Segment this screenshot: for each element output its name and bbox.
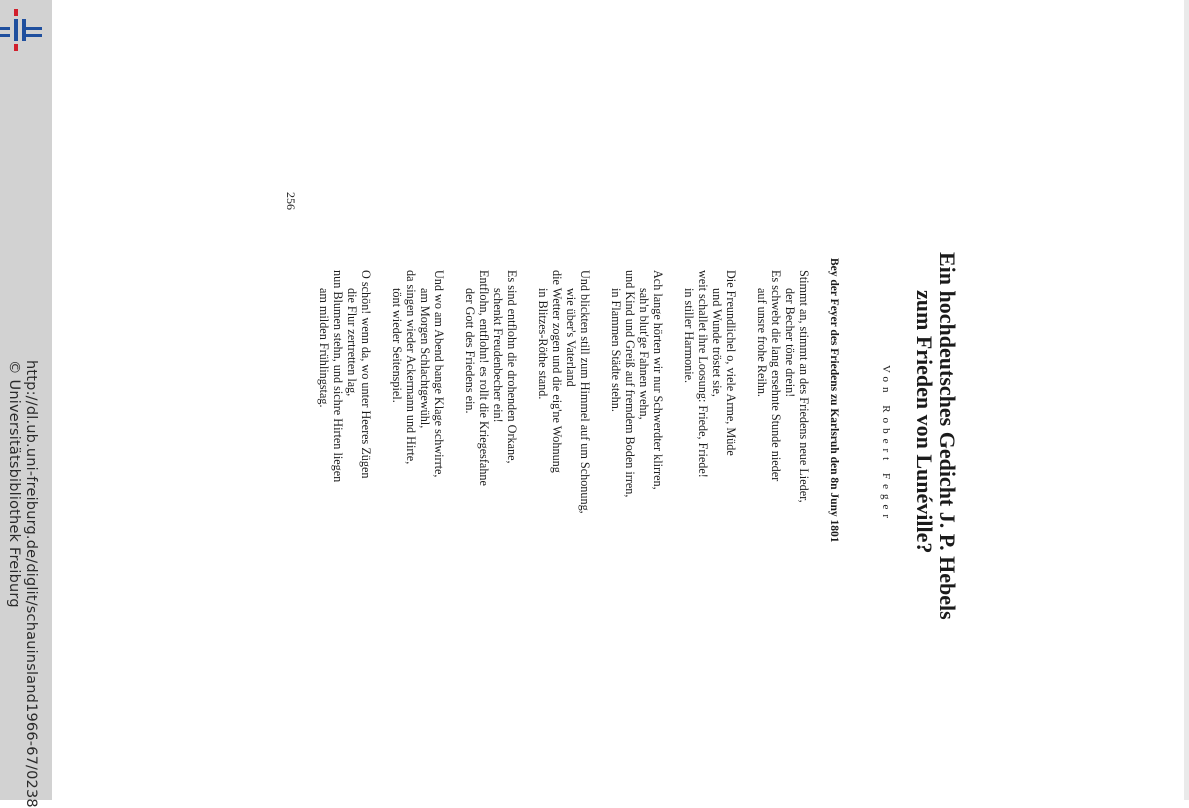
copyright-notice: © Universitätsbibliothek Freiburg [6, 360, 22, 608]
poem-line: nun Blumen stehn, und sichre Hirten liegen [331, 270, 345, 483]
poem-line: Entflohn, entflohn! es rollt die Kriegesfahne [477, 270, 491, 486]
author-byline: Von Robert Feger [880, 365, 892, 524]
source-url[interactable]: http://dl.ub.uni-freiburg.de/diglit/schauinsland1966-67/0238 [23, 360, 39, 808]
poem-line: in stiller Harmonie. [682, 288, 696, 384]
right-border [1184, 0, 1189, 800]
sidebar [0, 0, 52, 808]
poem-line: tönt wieder Seitenspiel. [390, 288, 404, 403]
sidebar-text [6, 360, 48, 808]
page-subtitle: zum Frieden von Lunéville? [912, 290, 937, 554]
poem-line: Es schwebt die lang ersehnte Stunde nieder [769, 270, 783, 482]
page-number: 256 [284, 192, 298, 210]
poem-line: Und wo am Abend bange Klage schwirrte, [432, 270, 446, 478]
poem-line: O schön! wenn da, wo unter Heeres Zügen [359, 270, 373, 479]
poem-line: der Gott des Friedens ein. [463, 288, 477, 414]
poem-line: die Flur zertretten lag, [345, 288, 359, 397]
poem-line: weit schallet ihre Loosung: Friede, Friede! [696, 270, 710, 478]
poem-line: und Kind und Greiß auf fremdem Boden irren, [623, 270, 637, 498]
poem-line: der Becher töne drein! [783, 288, 797, 398]
poem-line: sah'n blut'ge Fahnen wehn, [637, 288, 651, 420]
poem-line: da singen wieder Ackermann und Hirte, [404, 270, 418, 465]
poem-line: am milden Frühlingstag. [317, 288, 331, 408]
poem-line: in Blitzes-Röthe stand. [536, 288, 550, 400]
page-title: Ein hochdeutsches Gedicht J. P. Hebels [935, 252, 960, 620]
poem-line: am Morgen Schlachtgewühl, [418, 288, 432, 429]
poem-line: Es sind entflohn die drohenden Orkane, [505, 270, 519, 464]
poem-line: Stimmt an, stimmt an des Friedens neue Lieder, [797, 270, 811, 503]
university-logo-icon[interactable] [0, 9, 44, 51]
dedication-line: Bey der Feyer des Friedens zu Karlsruh den 8n Juny 1801 [828, 258, 840, 543]
document-page [280, 190, 980, 630]
poem-line: die Wetter zogen und die eig'ne Wohnung [550, 270, 564, 473]
poem-line: in Flammen Städte stehn. [609, 288, 623, 412]
poem-line: auf unsre frohe Reihn. [755, 288, 769, 397]
poem-line: und Wunde tröstet sie, [710, 288, 724, 397]
poem-line: Die Freundlichel o, viele Arme, Müde [724, 270, 738, 456]
poem-line: wie über's Vaterland [564, 288, 578, 387]
poem-line: Und blickten still zum Himmel auf um Schonung, [578, 270, 592, 514]
poem-line: Ach lange hörten wir nur Schwerdter klirren, [651, 270, 665, 490]
poem-line: schenkt Freudenbecher ein! [491, 288, 505, 423]
